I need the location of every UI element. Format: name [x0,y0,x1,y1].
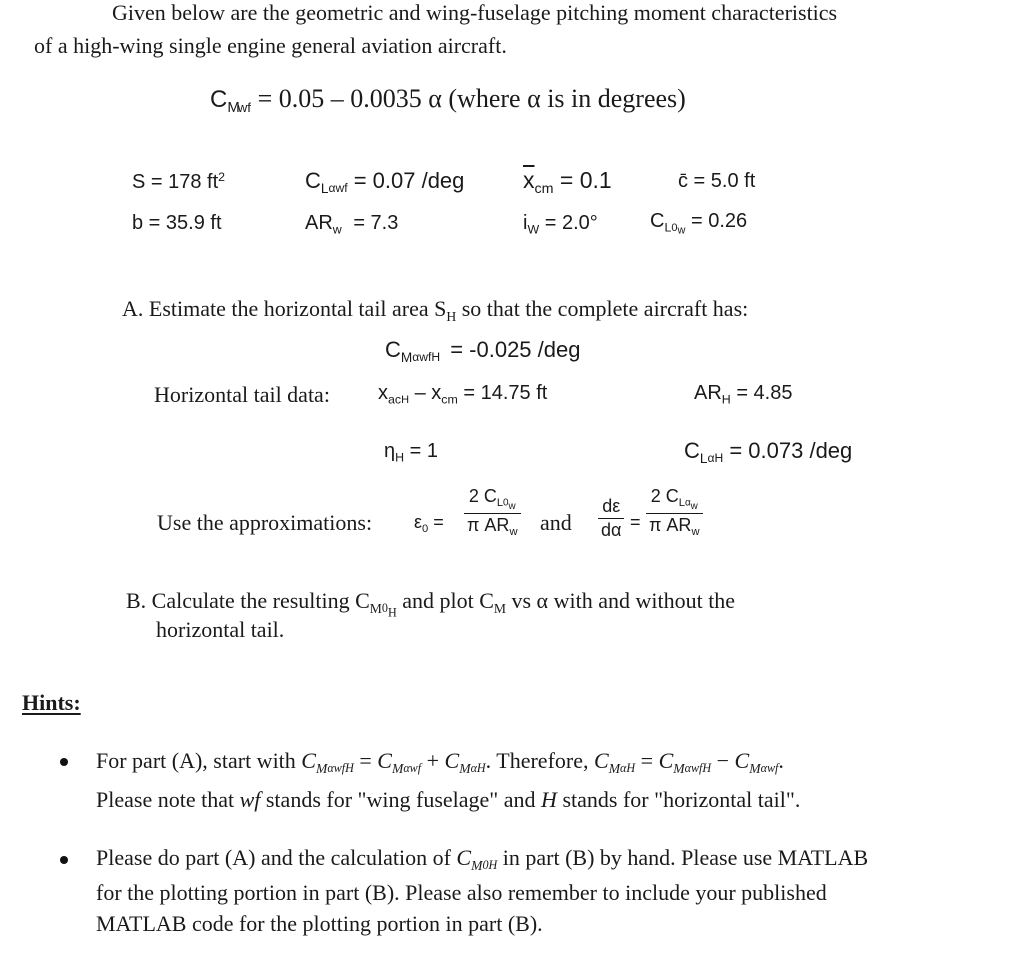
hint1-mh-sub: M [459,760,471,776]
hints-title-text: Hints: [22,690,81,715]
frac2-den: π AR [649,514,692,535]
xcm-sub: cm [534,180,554,197]
eps0-eq: = [433,512,444,532]
part-a-end: so that the complete aircraft has: [456,296,749,321]
param-cl0w [650,210,747,237]
param-xcm [523,167,612,197]
iw-value: = 2.0° [544,212,598,234]
x-value: = 14.75 ft [463,382,548,404]
part-b-subsub2: H [387,605,397,620]
part-b-line-2: horizontal tail. [156,617,285,642]
param-s [132,170,225,194]
intro-line-2: of a high-wing single engine general aviation aircraft. [34,33,507,58]
hint1-therefore: . Therefore, [485,748,594,773]
cl0w-subsub: 0 [671,221,678,234]
bullet-2-dot [60,856,68,864]
hint-2-line-1 [96,845,868,874]
cla-h-value: = 0.073 /deg [729,438,853,463]
param-s-sup: 2 [218,170,226,184]
frac1-den-sub: w [509,525,518,538]
hint1-mwfh-sub-2: M [673,760,685,776]
eta: η [384,440,396,462]
eta-sub: H [395,450,405,465]
hint1-mh-subsub-2: αH [620,761,636,776]
x-ac-sub: ac [388,392,402,407]
hint1-cm4: C [594,748,609,773]
hint-1-line-1 [96,748,784,777]
eps0-sub: 0 [422,522,429,535]
cla-h-sub: L [699,450,708,466]
param-cbar: c̄ = 5.0 ft [678,170,756,192]
ar-w-sub: w [332,222,342,237]
hint1-mwf-sub: M [391,760,404,776]
tail-x-distance [378,382,547,406]
hint1-mwf-subsub: αwf [403,761,422,776]
part-b-c: vs α with and without the [506,588,736,613]
ar-h: AR [694,382,722,404]
hint-1-line-2 [96,787,800,813]
hint2-cm: C [456,845,472,870]
cm-wf-sub: M [227,100,240,117]
part-a-main: A. Estimate the horizontal tail area S [122,296,447,321]
hint1-cm3: C [444,748,460,773]
cm-wf-equation [210,84,686,116]
target-value: = -0.025 /deg [450,337,581,362]
cla-h-subsub: αH [707,451,724,466]
hint1-cm1: C [301,748,316,773]
x-ac-subsub: H [401,393,410,406]
frac1-num-sub: L [496,496,504,509]
cla-wf-value: = 0.07 /deg [353,168,465,193]
iw-sym: i [523,212,528,234]
hint2-b: in part (B) by hand. Please use MATLAB [497,845,869,870]
hint1-mwf-subsub-2: αwf [760,761,779,776]
x-cm-sub: cm [441,392,458,407]
hint1-minus: − [711,748,735,773]
tail-ar-h [694,382,792,406]
tail-eta [384,440,438,464]
frac2-num-subsub: α [684,497,691,509]
param-ar-w [305,212,398,236]
hint1-mwfh-sub: M [315,760,328,776]
cm-wf-rhs: = 0.05 – 0.0035 α (where α is in degrees) [257,84,686,113]
part-a-target [385,337,580,365]
approx-frac-2 [646,486,703,538]
frac2-num-subsub2: w [690,500,698,512]
approx-eq-2: = [630,512,641,532]
target-subsub: αwfH [412,350,441,365]
hint1-mh-sub-2: M [608,760,621,776]
ar-h-sub: H [721,392,731,407]
hint1-cm5: C [658,748,674,773]
part-b-a: B. Calculate the resulting C [126,588,370,613]
part-a-sub: H [446,308,457,324]
approx-and: and [540,510,572,535]
cla-wf-sub: L [320,180,329,196]
cm-wf-symbol: C [210,86,228,113]
frac2-num-sub: L [678,496,685,509]
cla-h: C [684,438,700,463]
cm-wf-subsub: wf [237,99,251,115]
xcm-value: = 0.1 [559,167,612,193]
target-sub: M [400,349,413,365]
hint-2-line-3: MATLAB code for the plotting portion in part (B). [96,911,543,936]
part-b-sub: M [369,600,382,616]
hint1-a: For part (A), start with [96,748,302,773]
hint1-cm2: C [377,748,392,773]
xcm-sym: $\overline{x}$ [523,167,535,193]
ar-h-value: = 4.85 [736,382,793,404]
frac1-den: π AR [467,514,510,535]
cla-wf-sym: C [305,168,321,193]
approx-label: Use the approximations: [157,510,373,535]
hint2-a: Please do part (A) and the calculation of [96,845,457,870]
hint1-plus: + [421,748,445,773]
part-b-b: and plot C [396,588,494,613]
tail-cla-h [684,438,852,466]
deps-num: dε [598,496,624,519]
target-sym: C [385,337,401,362]
hint1-end: . [778,748,784,773]
cl0w-value: = 0.26 [691,210,748,232]
iw-sub: W [527,222,540,237]
hint1-mwfh-subsub-2: αwfH [684,761,712,776]
frac1-num-subsub: 0 [503,497,509,509]
ar-w-sym: AR [305,212,333,234]
hint1-mh-subsub: αH [470,761,486,776]
cl0w-sym: C [650,210,665,232]
cl0w-sub: L [664,220,672,235]
hints-title [22,690,81,716]
hint2-sub: M [471,857,483,873]
hint1-mwfh-subsub: αwfH [327,761,354,776]
tail-data-label: Horizontal tail data: [154,382,330,407]
x-ac: x [378,382,388,404]
param-s-text: S = 178 ft [132,170,219,193]
frac2-num: 2 C [650,486,679,506]
hint1-wf: wf [239,787,261,812]
param-cla-wf [305,168,464,196]
cla-wf-subsub: αwf [328,181,348,196]
intro-line-1: Given below are the geometric and wing-fuselage pitching moment characteristics [112,0,838,25]
approx-deps-dalpha [598,496,624,541]
hint-2-line-2: for the plotting portion in part (B). Please also remember to include your published [96,880,827,905]
ar-w-value: = 7.3 [353,212,399,234]
hint1-l2-c: stands for "horizontal tail". [556,787,801,812]
x-cm: – x [409,382,442,404]
hint1-mwf-sub-2: M [749,760,761,776]
deps-den: dα [601,520,622,540]
hint1-cm6: C [734,748,750,773]
hint1-h: H [541,787,557,812]
approx-epsilon0 [414,512,444,535]
hint1-l2-a: Please note that [96,787,240,812]
eps0: ε [414,512,423,532]
part-b-line-1 [126,588,735,620]
part-a-text [122,296,748,325]
param-iw [523,212,598,236]
part-b-subsub: 0 [381,601,388,616]
frac2-den-sub: w [691,525,700,538]
hint1-l2-b: stands for "wing fuselage" and [260,787,542,812]
hint1-eq1: = [353,748,378,773]
param-b: b = 35.9 ft [132,212,222,234]
hint1-eq2: = [635,748,659,773]
eta-value: = 1 [409,440,438,462]
hint2-subsub: 0H [482,858,498,873]
approx-frac-1 [464,486,521,538]
bullet-1-dot [60,758,68,766]
frac1-num-subsub2: w [508,500,516,512]
frac1-num: 2 C [468,486,497,506]
cl0w-subsub2: w [677,224,686,237]
part-b-sub-b: M [493,600,506,616]
